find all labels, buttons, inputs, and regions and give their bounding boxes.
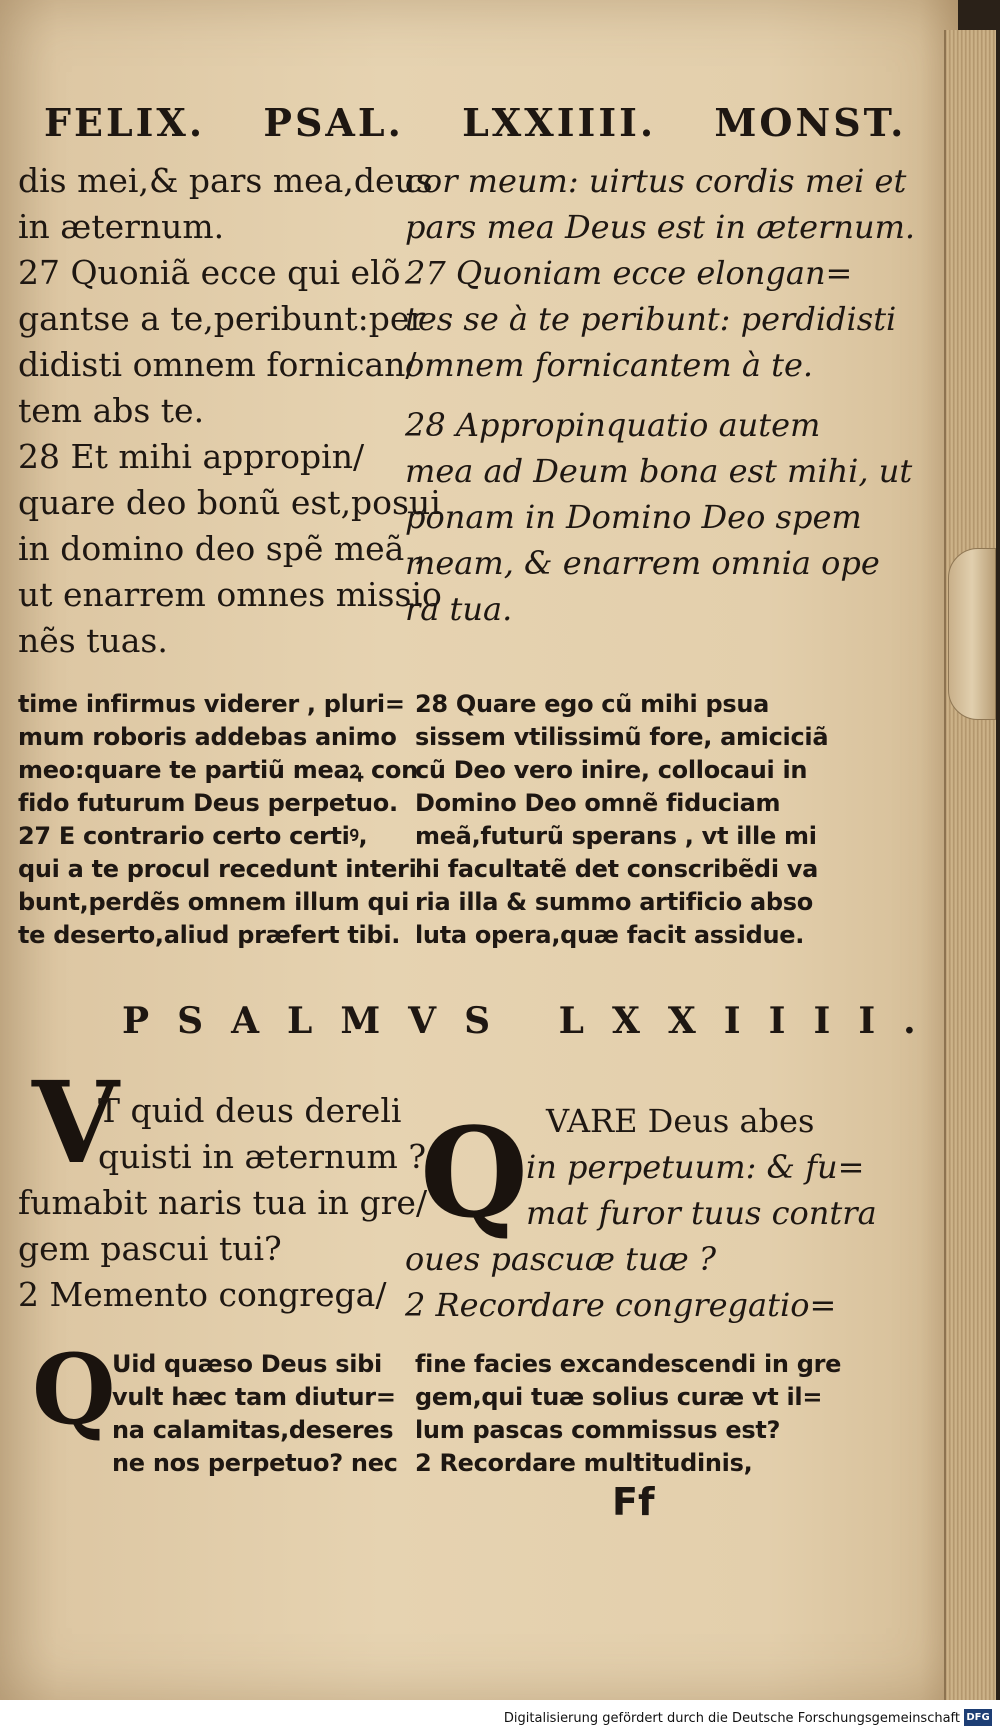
text-line: oues pascuæ tuæ ? bbox=[405, 1240, 717, 1278]
text-line: gem pascui tui? bbox=[18, 1229, 282, 1268]
text-line: qui a te procul recedunt interi bbox=[18, 855, 417, 883]
text-line: omnem fornicantem à te. bbox=[405, 346, 814, 384]
signature-mark: Ff bbox=[612, 1480, 655, 1524]
text-line: ria illa & summo artificio abso bbox=[415, 888, 813, 916]
text-line: tes se à te peribunt: perdidisti bbox=[405, 300, 897, 338]
text-line: time infirmus viderer , pluri= bbox=[18, 690, 405, 718]
text-line: 2 Recordare congregatio= bbox=[405, 1286, 837, 1324]
text-line: T quid deus dereli bbox=[98, 1091, 402, 1130]
text-line: 2 Memento congrega/ bbox=[18, 1275, 387, 1314]
left-psalm-block bbox=[18, 1180, 427, 1318]
text-line: cor meum: uirtus cordis mei et bbox=[405, 162, 907, 200]
psalm-heading: PSALMVS LXXIIII. bbox=[122, 1000, 944, 1042]
left-commentary-block-2 bbox=[112, 1348, 398, 1480]
text-line: luta opera,quæ facit assidue. bbox=[415, 921, 805, 949]
right-psalm-opening bbox=[526, 1144, 877, 1236]
text-line: dis mei,& pars mea,deus bbox=[18, 161, 433, 200]
running-header bbox=[44, 100, 948, 145]
text-line: fumabit naris tua in gre/ bbox=[18, 1183, 428, 1222]
text-line: 27 E contrario certo certiꝰ, bbox=[18, 822, 368, 850]
right-commentary-block-2 bbox=[415, 1348, 841, 1480]
clip-tab bbox=[948, 548, 996, 720]
drop-cap-letter: Q bbox=[420, 1101, 529, 1246]
text-line: mum roboris addebas animo bbox=[18, 723, 397, 751]
text-line: quisti in æternum ? bbox=[98, 1137, 427, 1176]
text-line: meã,futurũ sperans , vt ille mi bbox=[415, 822, 817, 850]
left-commentary-block bbox=[18, 688, 418, 952]
text-line: 28 Quare ego cũ mihi psua bbox=[415, 690, 770, 718]
text-line: meo:quare te partiũ meaꝝ con bbox=[18, 756, 418, 784]
right-psalm-first-line: VARE Deus abes bbox=[546, 1102, 815, 1140]
header-word: FELIX. bbox=[44, 100, 206, 145]
page-edge bbox=[944, 30, 996, 1700]
text-line: lum pascas commissus est? bbox=[415, 1416, 781, 1444]
text-line: te deserto,aliud præfert tibi. bbox=[18, 921, 401, 949]
drop-cap-letter: V bbox=[32, 1058, 119, 1189]
text-line: pars mea Deus est in æternum. bbox=[405, 208, 916, 246]
dfg-logo: DFG bbox=[964, 1709, 992, 1726]
text-line: na calamitas,deseres bbox=[112, 1416, 394, 1444]
left-verse-block bbox=[18, 158, 442, 664]
text-line: quare deo bonũ est,posui bbox=[18, 483, 441, 522]
credit-text: Digitalisierung gefördert durch die Deutsche Forschungsgemeinschaft bbox=[503, 1711, 960, 1726]
text-line: nẽs tuas. bbox=[18, 621, 168, 660]
header-word: PSAL. bbox=[263, 100, 404, 145]
text-line: bunt,perdẽs omnem illum qui bbox=[18, 888, 410, 916]
text-line: gem,qui tuæ solius curæ vt il= bbox=[415, 1383, 823, 1411]
text-line: sissem vtilissimũ fore, amiciciã bbox=[415, 723, 829, 751]
text-line: 27 Quoniam ecce elongan= bbox=[405, 254, 853, 292]
text-line: mat furor tuus contra bbox=[526, 1194, 877, 1232]
text-line: didisti omnem fornican/ bbox=[18, 345, 417, 384]
left-psalm-opening bbox=[98, 1088, 426, 1180]
text-line: ut enarrem omnes missio bbox=[18, 575, 442, 614]
text-line: hi facultatẽ det conscribẽdi va bbox=[415, 855, 819, 883]
text-line: fido futurum Deus perpetuo. bbox=[18, 789, 398, 817]
header-word: LXXIIII. bbox=[462, 100, 657, 145]
text-line: gantse a te,peribunt:per bbox=[18, 299, 426, 338]
text-line: Uid quæso Deus sibi bbox=[112, 1350, 382, 1378]
drop-cap-letter: Q bbox=[32, 1333, 116, 1446]
text-line: vult hæc tam diutur= bbox=[112, 1383, 396, 1411]
text-line: 28 Appropinquatio autem bbox=[405, 406, 821, 444]
text-line: ne nos perpetuo? nec bbox=[112, 1449, 398, 1477]
text-line: in domino deo spẽ meã , bbox=[18, 529, 426, 568]
text-line: 28 Et mihi appropin/ bbox=[18, 437, 365, 476]
text-line: meam, & enarrem omnia ope bbox=[405, 544, 880, 582]
header-word: MONST. bbox=[714, 100, 907, 145]
text-line: 2 Recordare multitudinis, bbox=[415, 1449, 753, 1477]
text-line: ponam in Domino Deo spem bbox=[405, 498, 862, 536]
right-commentary-block bbox=[415, 688, 828, 952]
right-verse-block bbox=[405, 158, 915, 632]
text-line: 27 Quoniã ecce qui elõ bbox=[18, 253, 401, 292]
text-line: cũ Deo vero inire, collocaui in bbox=[415, 756, 808, 784]
text-line: mea ad Deum bona est mihi, ut bbox=[405, 452, 913, 490]
text-line: in perpetuum: & fu= bbox=[526, 1148, 865, 1186]
text-line: Domino Deo omnẽ fiduciam bbox=[415, 789, 781, 817]
text-line: tem abs te. bbox=[18, 391, 205, 430]
right-psalm-block bbox=[405, 1236, 836, 1328]
text-line: in æternum. bbox=[18, 207, 225, 246]
text-line: ra tua. bbox=[405, 590, 513, 628]
text-line: fine facies excandescendi in gre bbox=[415, 1350, 842, 1378]
